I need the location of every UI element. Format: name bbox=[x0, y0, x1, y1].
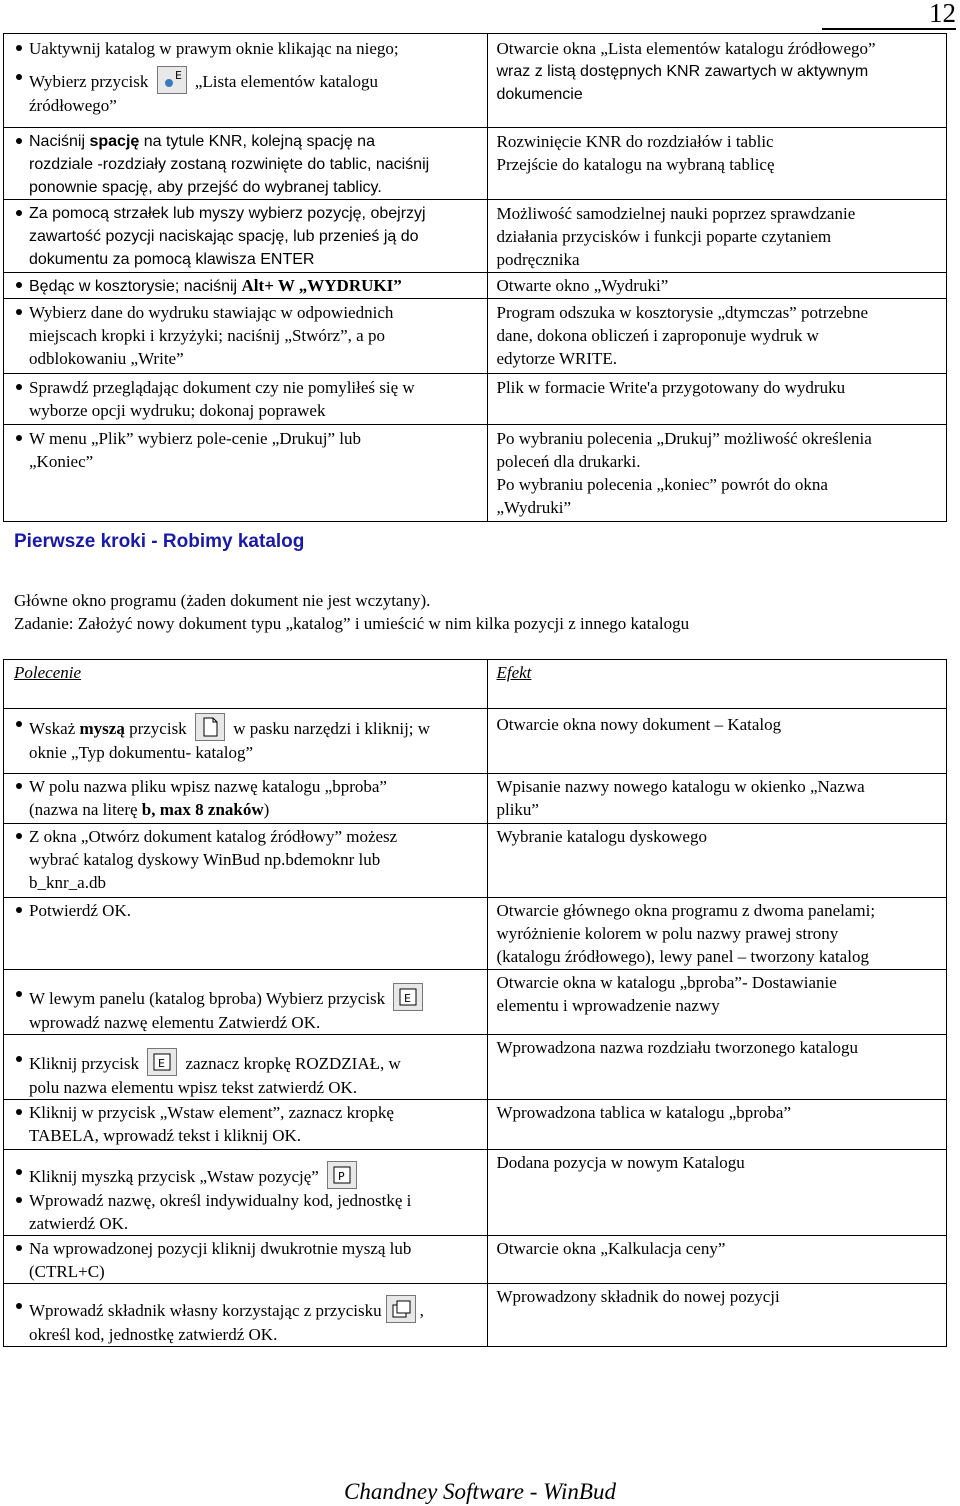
effect-text: wyróżnienie kolorem w polu nazwy prawej strony bbox=[496, 924, 839, 943]
table2-right-cell-c bbox=[488, 824, 947, 898]
table2-step: Kliknij w przycisk „Wstaw element”, zaznacz kropkę bbox=[4, 1101, 487, 1124]
table2-right-cell-b bbox=[488, 774, 947, 824]
step-text: „Lista elementów katalogu bbox=[194, 72, 379, 91]
intro-line: Zadanie: Założyć nowy dokument typu „katalog” i umieścić w nim kilka pozycji z innego katalogu bbox=[14, 614, 690, 633]
step-text-cont: oknie „Typ dokumentu- katalog” bbox=[29, 743, 253, 762]
table2-right-cell-a bbox=[488, 709, 947, 774]
step-text: ) bbox=[263, 800, 270, 819]
effect-text: Plik w formacie Write'a przygotowany do wydruku bbox=[496, 378, 846, 397]
table1-left-cell-4 bbox=[4, 273, 488, 299]
step-text: zaznacz kropkę ROZDZIAŁ, w bbox=[185, 1054, 401, 1073]
table2-step: Wprowadź nazwę, określ indywidualny kod, jednostkę i bbox=[4, 1189, 487, 1212]
table2-right-cell-j bbox=[488, 1284, 947, 1347]
step-text-bold: Alt+ W „WYDRUKI” bbox=[241, 276, 402, 295]
step-text: Kliknij myszką przycisk „Wstaw pozycję” bbox=[29, 1167, 319, 1186]
step-text-cont: „Koniec” bbox=[29, 452, 94, 471]
table1-left-cell-2 bbox=[4, 128, 488, 200]
effect-text: Wpisanie nazwy nowego katalogu w okienko „Nazwa bbox=[496, 777, 865, 796]
step-text: Będąc w kosztorysie; naciśnij bbox=[29, 278, 242, 295]
step-text-bold: b, max 8 znaków bbox=[141, 800, 264, 819]
svg-text:P: P bbox=[338, 1170, 345, 1183]
table2-left-cell-b bbox=[4, 774, 488, 824]
table2-left-cell-h bbox=[4, 1150, 488, 1236]
instructions-table-2 bbox=[3, 659, 947, 1347]
effect-text: pliku” bbox=[496, 800, 539, 819]
section-heading: Pierwsze kroki - Robimy katalog bbox=[14, 531, 305, 552]
step-text: Wybierz przycisk bbox=[29, 72, 149, 91]
intro-line: Główne okno programu (żaden dokument nie jest wczytany). bbox=[14, 591, 431, 610]
table2-right-cell-h bbox=[488, 1150, 947, 1236]
step-text-bold: spację bbox=[89, 133, 140, 150]
table1-step: Uaktywnij katalog w prawym oknie klikając na niego; bbox=[4, 37, 487, 60]
table2-left-cell-d bbox=[4, 898, 488, 970]
effect-text: „Wydruki” bbox=[496, 498, 571, 517]
step-text-cont: wybrać katalog dyskowy WinBud np.bdemoknr lub bbox=[29, 850, 381, 869]
effect-text: dane, dokona obliczeń i zaproponuje wydruk w bbox=[496, 326, 819, 345]
step-text: (nazwa na literę bbox=[29, 800, 142, 819]
step-text-cont: b_knr_a.db bbox=[29, 873, 106, 892]
table1-step: Za pomocą strzałek lub myszy wybierz pozycję, obejrzyj bbox=[4, 202, 487, 225]
step-text-cont: źródłowego” bbox=[29, 96, 117, 115]
table1-right-cell-4 bbox=[488, 273, 947, 299]
table1-right-cell-3 bbox=[488, 200, 947, 273]
effect-text: Otwarcie okna nowy dokument – Katalog bbox=[496, 715, 782, 734]
step-text-cont: wprowadź nazwę elementu Zatwierdź OK. bbox=[29, 1013, 321, 1032]
effect-text: podręcznika bbox=[496, 250, 580, 269]
effect-text: wraz z listą dostępnych KNR zawartych w aktywnym bbox=[496, 63, 869, 80]
effect-text: Wybranie katalogu dyskowego bbox=[496, 827, 707, 846]
table1-left-cell-6 bbox=[4, 374, 488, 425]
effect-text: Otwarcie okna „Kalkulacja ceny” bbox=[496, 1239, 726, 1258]
step-text: Kliknij przycisk bbox=[29, 1054, 140, 1073]
step-text-cont: polu nazwa elementu wpisz tekst zatwierdź OK. bbox=[29, 1078, 358, 1097]
step-text-cont bbox=[4, 798, 487, 821]
step-text: przycisk bbox=[124, 719, 187, 738]
step-text: na tytule KNR, kolejną spację na bbox=[139, 133, 375, 150]
step-text: W lewym panelu (katalog bproba) Wybierz przycisk bbox=[29, 989, 386, 1008]
effect-text: Wprowadzona nazwa rozdziału tworzonego katalogu bbox=[496, 1038, 859, 1057]
step-text-cont: rozdziale -rozdziały zostaną rozwinięte do tablic, naciśnij bbox=[29, 156, 430, 173]
new-document-icon bbox=[195, 713, 225, 741]
table2-step: Na wprowadzonej pozycji kliknij dwukrotnie myszą lub bbox=[4, 1237, 487, 1260]
table1-right-cell-2 bbox=[488, 128, 947, 200]
table2-step bbox=[4, 1048, 487, 1076]
table1-step bbox=[4, 130, 487, 153]
table2-left-cell-g bbox=[4, 1100, 488, 1150]
table1-step bbox=[4, 66, 487, 94]
effect-text: Przejście do katalogu na wybraną tablicę bbox=[496, 155, 775, 174]
step-text-cont: (CTRL+C) bbox=[29, 1262, 105, 1281]
add-element-icon bbox=[147, 1048, 177, 1076]
table2-right-cell-e bbox=[488, 970, 947, 1035]
table2-step bbox=[4, 713, 487, 741]
table1-left-cell-7 bbox=[4, 425, 488, 522]
table1-left-cell-1 bbox=[4, 34, 488, 128]
effect-text: edytorze WRITE. bbox=[496, 349, 618, 368]
effect-text: Otwarcie okna „Lista elementów katalogu źródłowego” bbox=[496, 39, 876, 58]
step-text: , bbox=[419, 1301, 424, 1320]
step-text-cont: określ kod, jednostkę zatwierdź OK. bbox=[29, 1325, 278, 1344]
table1-right-cell-6 bbox=[488, 374, 947, 425]
own-component-icon bbox=[386, 1295, 416, 1323]
table2-left-cell-f bbox=[4, 1035, 488, 1100]
table2-step bbox=[4, 1295, 487, 1323]
step-text: Wskaż bbox=[29, 719, 80, 738]
effect-text: Otwarcie głównego okna programu z dwoma panelami; bbox=[496, 901, 876, 920]
source-catalog-list-icon bbox=[157, 66, 187, 94]
table2-left-cell-a bbox=[4, 709, 488, 774]
insert-position-icon bbox=[327, 1161, 357, 1189]
step-text-cont: zawartość pozycji naciskając spację, lub przenieś ją do bbox=[29, 228, 419, 245]
effect-text: Dodana pozycja w nowym Katalogu bbox=[496, 1153, 745, 1172]
effect-text: Możliwość samodzielnej nauki poprzez sprawdzanie bbox=[496, 204, 856, 223]
step-text: w pasku narzędzi i kliknij; w bbox=[233, 719, 431, 738]
table2-header-right bbox=[488, 660, 947, 709]
step-text-cont: odblokowaniu „Write” bbox=[29, 349, 184, 368]
column-header-efekt: Efekt bbox=[496, 663, 532, 682]
table2-step: W polu nazwa pliku wpisz nazwę katalogu „bproba” bbox=[4, 775, 487, 798]
table1-left-cell-5 bbox=[4, 299, 488, 374]
table2-right-cell-f bbox=[488, 1035, 947, 1100]
table2-right-cell-g bbox=[488, 1100, 947, 1150]
effect-text: Rozwinięcie KNR do rozdziałów i tablic bbox=[496, 132, 774, 151]
effect-text: Otwarcie okna w katalogu „bproba”- Dostawianie bbox=[496, 973, 837, 992]
step-text-cont: dokumentu za pomocą klawisza ENTER bbox=[29, 251, 315, 268]
svg-text:E: E bbox=[404, 992, 412, 1005]
svg-text:E: E bbox=[158, 1057, 166, 1070]
step-text-bold: myszą bbox=[79, 719, 125, 738]
effect-text: Otwarte okno „Wydruki” bbox=[496, 276, 669, 295]
step-text-cont: zatwierdź OK. bbox=[29, 1214, 129, 1233]
table2-header-left bbox=[4, 660, 488, 709]
table2-left-cell-j bbox=[4, 1284, 488, 1347]
table2-step bbox=[4, 1161, 487, 1189]
table2-left-cell-i bbox=[4, 1236, 488, 1284]
table2-step: Potwierdź OK. bbox=[4, 899, 487, 922]
step-text-cont: ponownie spację, aby przejść do wybranej tablicy. bbox=[29, 179, 382, 196]
effect-text: działania przycisków i funkcji poparte czytaniem bbox=[496, 227, 832, 246]
add-element-icon bbox=[393, 983, 423, 1011]
table1-step: W menu „Plik” wybierz pole-cenie „Drukuj” lub bbox=[4, 427, 487, 450]
step-text-cont: TABELA, wprowadź tekst i kliknij OK. bbox=[29, 1126, 302, 1145]
table2-step: Z okna „Otwórz dokument katalog źródłowy” możesz bbox=[4, 825, 487, 848]
table2-step bbox=[4, 983, 487, 1011]
instructions-table-1 bbox=[3, 33, 947, 522]
table1-step bbox=[4, 274, 487, 298]
svg-text:E: E bbox=[174, 69, 182, 82]
effect-text: Wprowadzony składnik do nowej pozycji bbox=[496, 1287, 780, 1306]
effect-text: poleceń dla drukarki. bbox=[496, 452, 641, 471]
page-number: 12 bbox=[822, 0, 956, 30]
table1-right-cell-1 bbox=[488, 34, 947, 128]
table1-left-cell-3 bbox=[4, 200, 488, 273]
step-text: Naciśnij bbox=[29, 133, 90, 150]
table2-left-cell-e bbox=[4, 970, 488, 1035]
table2-left-cell-c bbox=[4, 824, 488, 898]
effect-text: Po wybraniu polecenia „koniec” powrót do okna bbox=[496, 475, 828, 494]
effect-text: Po wybraniu polecenia „Drukuj” możliwość określenia bbox=[496, 429, 872, 448]
step-text-cont: wyborze opcji wydruku; dokonaj poprawek bbox=[29, 401, 326, 420]
table2-right-cell-i bbox=[488, 1236, 947, 1284]
effect-text: Program odszuka w kosztorysie „dtymczas” potrzebne bbox=[496, 303, 869, 322]
step-text-cont: miejscach kropki i krzyżyki; naciśnij „Stwórz”, a po bbox=[29, 326, 385, 345]
column-header-polecenie: Polecenie bbox=[14, 663, 82, 682]
effect-text: Wprowadzona tablica w katalogu „bproba” bbox=[496, 1103, 792, 1122]
effect-text: dokumencie bbox=[496, 86, 583, 103]
effect-text: elementu i wprowadzenie nazwy bbox=[496, 996, 720, 1015]
table2-right-cell-d bbox=[488, 898, 947, 970]
table1-step: Sprawdź przeglądając dokument czy nie pomyliłeś się w bbox=[4, 376, 487, 399]
table1-right-cell-7 bbox=[488, 425, 947, 522]
effect-text: (katalogu źródłowego), lewy panel – tworzony katalog bbox=[496, 947, 869, 966]
table1-right-cell-5 bbox=[488, 299, 947, 374]
table1-step: Wybierz dane do wydruku stawiając w odpowiednich bbox=[4, 301, 487, 324]
footer: Chandney Software - WinBud bbox=[344, 1479, 616, 1504]
step-text: Wprowadź składnik własny korzystając z przycisku bbox=[29, 1301, 382, 1320]
